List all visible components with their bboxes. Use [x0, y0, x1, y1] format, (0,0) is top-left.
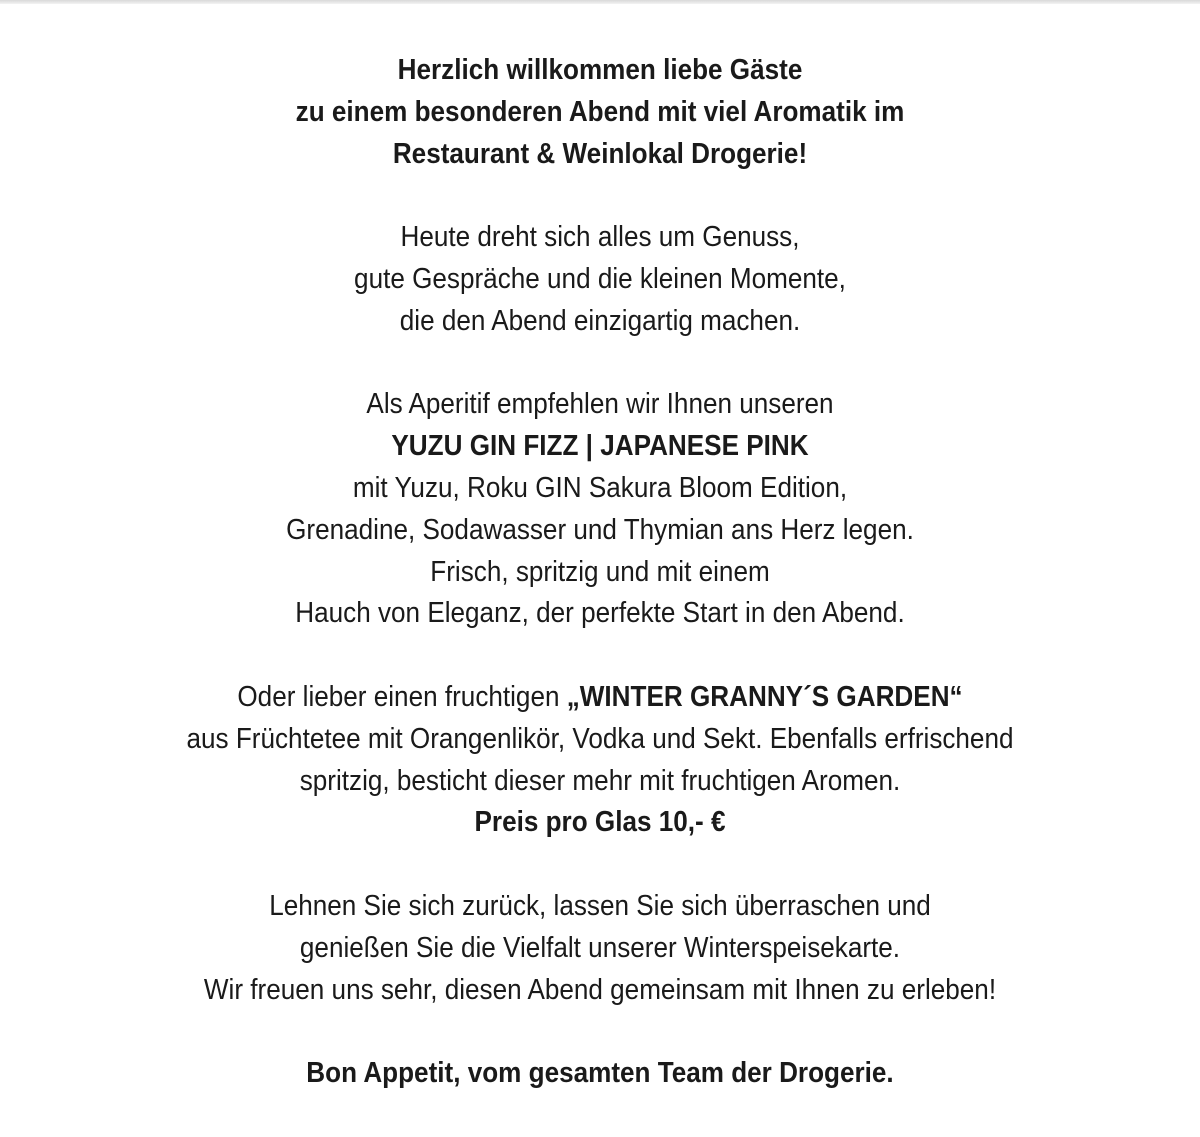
signoff-line: Bon Appetit, vom gesamten Team der Drogerie. — [306, 1057, 894, 1090]
aperitif-line-1: Als Aperitif empfehlen wir Ihnen unseren — [366, 388, 834, 421]
page-top-edge — [0, 0, 1200, 4]
intro-line-3: die den Abend einzigartig machen. — [399, 304, 801, 337]
alternative-line-1 — [60, 677, 1140, 719]
closing-line-3: Wir freuen uns sehr, diesen Abend gemeinsam mit Ihnen zu erleben! — [203, 973, 997, 1006]
welcome-line-1: Herzlich willkommen liebe Gäste — [397, 54, 803, 86]
welcome-heading — [60, 50, 1140, 175]
welcome-line-3: Restaurant & Weinlokal Drogerie! — [392, 137, 808, 170]
price-line: Preis pro Glas 10,- € — [474, 806, 726, 839]
intro-line-2: gute Gespräche und die kleinen Momente, — [354, 262, 846, 295]
intro-line-1: Heute dreht sich alles um Genuss, — [400, 221, 800, 254]
alternative-line-3: spritzig, besticht dieser mehr mit fruchtigen Aromen. — [299, 764, 901, 797]
menu-welcome-page — [60, 50, 1140, 1137]
aperitif-line-5: Frisch, spritzig und mit einem — [430, 555, 770, 588]
intro-paragraph — [60, 217, 1140, 342]
aperitif-line-3: mit Yuzu, Roku GIN Sakura Bloom Edition, — [352, 471, 848, 504]
closing-paragraph — [60, 886, 1140, 1011]
alternative-drink-name: „WINTER GRANNY´S GARDEN“ — [566, 680, 963, 713]
welcome-line-2: zu einem besonderen Abend mit viel Aromatik im — [295, 95, 905, 128]
alternative-paragraph — [60, 677, 1140, 844]
closing-line-1: Lehnen Sie sich zurück, lassen Sie sich überraschen und — [269, 889, 931, 922]
signoff-paragraph — [60, 1053, 1140, 1095]
aperitif-paragraph — [60, 384, 1140, 635]
closing-line-2: genießen Sie die Vielfalt unserer Winterspeisekarte. — [299, 931, 901, 964]
aperitif-drink-name: YUZU GIN FIZZ | JAPANESE PINK — [391, 430, 809, 463]
alternative-prefix: Oder lieber einen fruchtigen — [237, 680, 567, 713]
aperitif-line-6: Hauch von Eleganz, der perfekte Start in den Abend. — [295, 597, 905, 630]
alternative-line-2: aus Früchtetee mit Orangenlikör, Vodka und Sekt. Ebenfalls erfrischend — [186, 722, 1014, 755]
aperitif-line-4: Grenadine, Sodawasser und Thymian ans Herz legen. — [286, 513, 914, 546]
